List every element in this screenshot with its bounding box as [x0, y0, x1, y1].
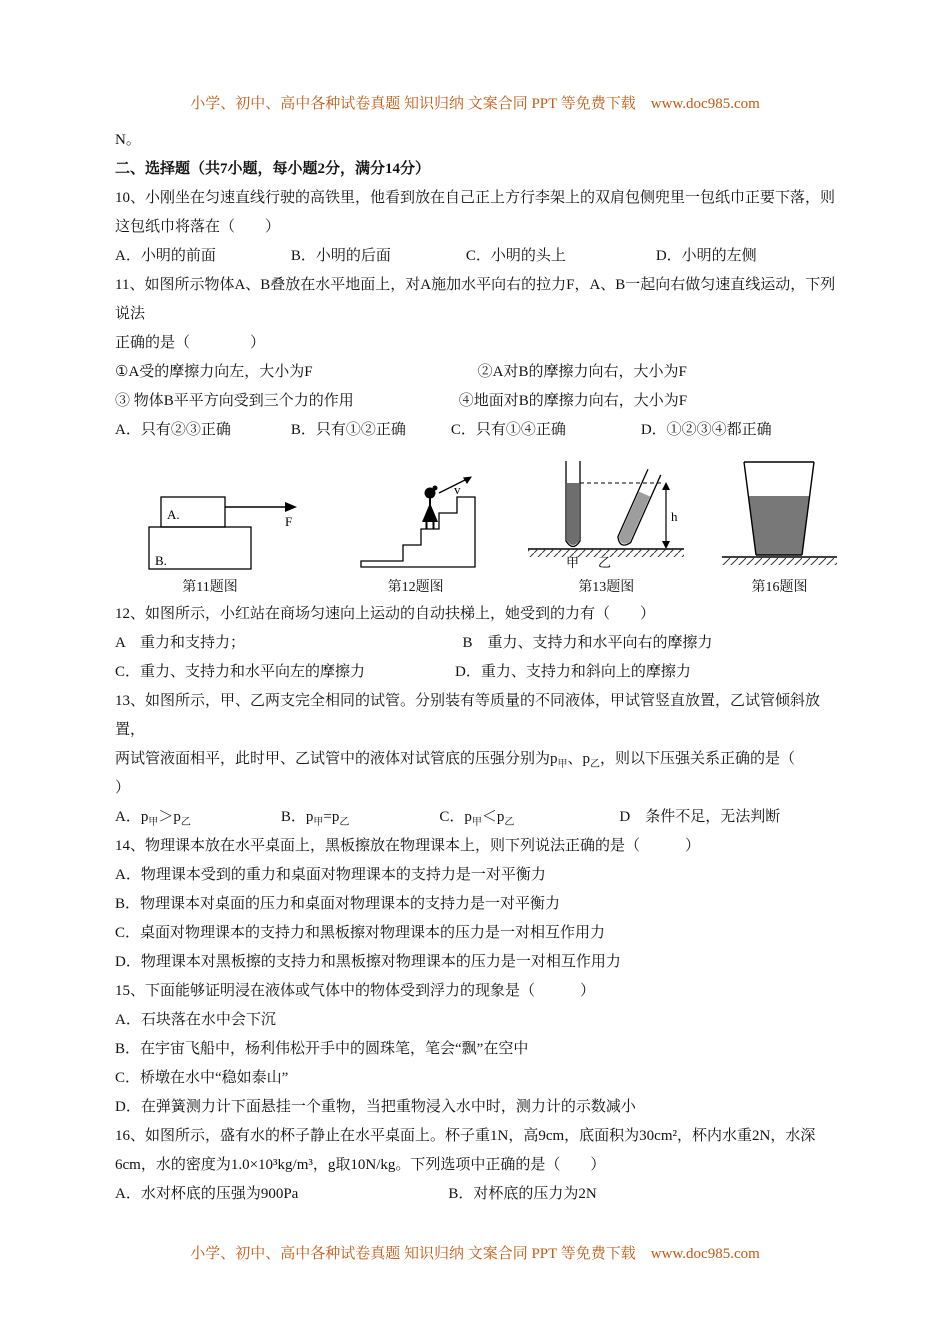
tube-yi-label: 乙: [598, 555, 612, 570]
q13-l2-text: ，则以下压强关系正确的是（: [600, 751, 796, 767]
q13-opt-text: ＞p: [158, 809, 181, 825]
figure-q13-caption: 第13题图: [578, 580, 635, 595]
water: [748, 496, 809, 555]
water-cup-figure: [722, 454, 837, 574]
figure-q12: [341, 449, 491, 600]
block-a-label: A.: [167, 507, 180, 522]
stray-line: N。: [115, 132, 141, 148]
block-a: [161, 497, 225, 527]
q14-option-b: B．物理课本对桌面的压力和桌面对物理课本的支持力是一对平衡力: [115, 896, 561, 912]
q13-opt-text: C．p: [349, 809, 472, 825]
page-header-watermark: 小学、初中、高中各种试卷真题 知识归纳 文案合同 PPT 等免费下载 www.doc985.com: [190, 96, 760, 112]
person: [422, 486, 438, 530]
q11-line-2: 正确的是（ ）: [115, 335, 266, 351]
figure-row: [115, 449, 837, 600]
q15-option-b: B．在宇宙飞船中，杨利伟松开手中的圆珠笔，笔会“飘”在空中: [115, 1041, 529, 1057]
q13-sub-yi: 乙: [339, 817, 350, 828]
q11-line-1: 11、如图所示物体A、B叠放在水平地面上，对A施加水平向右的拉力F，A、B一起向右做匀速直线运动，下列说法: [115, 277, 836, 322]
page-footer-watermark: 小学、初中、高中各种试卷真题 知识归纳 文案合同 PPT 等免费下载 www.doc985.com: [190, 1246, 760, 1262]
exam-content: [115, 126, 843, 1209]
q12-line-1: 12、如图所示，小红站在商场匀速向上运动的自动扶梯上，她受到的力有（ ）: [115, 606, 656, 622]
height-label: h: [671, 509, 678, 524]
tube-jia-label: 甲: [566, 555, 580, 570]
q10-line-2: 这包纸巾将落在（ ）: [115, 219, 281, 235]
force-label: F: [285, 514, 293, 529]
q14-option-c: C．桌面对物理课本的支持力和黑板擦对物理课本的压力是一对相互作用力: [115, 925, 606, 941]
q13-sub-jia: 甲: [557, 759, 568, 770]
velocity-arrow: [439, 477, 472, 498]
q10-options: A．小明的前面 B．小明的后面 C．小明的头上 D．小明的左侧: [115, 248, 757, 264]
stairs: [361, 497, 475, 567]
ground: [722, 557, 837, 565]
q13-options: [115, 803, 843, 832]
q13-sub-yi: 乙: [504, 817, 515, 828]
figure-q12-caption: 第12题图: [387, 580, 444, 595]
q16-line-1: 16、如图所示，盛有水的杯子静止在水平桌面上。杯子重1N，高9cm，底面积为30cm²，杯内水重2N，水深: [115, 1128, 816, 1144]
figure-q11: [115, 479, 305, 600]
figure-q11-caption: 第11题图: [182, 580, 238, 595]
test-tubes-figure: [526, 449, 686, 574]
q12-options-ab: A 重力和支持力； B 重力、支持力和水平向右的摩擦力: [115, 635, 713, 651]
q15-option-c: C．桥墩在水中“稳如泰山”: [115, 1070, 289, 1086]
q13-line-3: ）: [115, 780, 131, 796]
q13-opt-text: B．p: [190, 809, 314, 825]
height-arrow: [662, 482, 678, 549]
q11-options: A．只有②③正确 B．只有①②正确 C．只有①④正确 D．①②③④都正确: [115, 422, 772, 438]
q13-line-1: 13、如图所示，甲、乙两支完全相同的试管。分别装有等质量的不同液体，甲试管竖直放置，乙试管倾斜放置，: [115, 693, 821, 738]
q11-choices-34: ③ 物体B平平方向受到三个力的作用 ④地面对B的摩擦力向右，大小为F: [115, 393, 688, 409]
q15-option-a: A．石块落在水中会下沉: [115, 1012, 276, 1028]
velocity-label: v: [453, 482, 461, 497]
escalator-figure: [341, 449, 491, 574]
q13-sub-yi: 乙: [590, 759, 601, 770]
force-arrow: [225, 502, 297, 529]
q13-opt-text: ＜p: [481, 809, 505, 825]
q12-options-cd: C．重力、支持力和水平向左的摩擦力 D．重力、支持力和斜向上的摩擦力: [115, 664, 691, 680]
blocks-figure: [115, 479, 305, 574]
block-b: [149, 527, 251, 569]
q13-l2-text: 两试管液面相平，此时甲、乙试管中的液体对试管底的压强分别为p: [115, 751, 558, 767]
q14-option-a: A．物理课本受到的重力和桌面对物理课本的支持力是一对平衡力: [115, 867, 546, 883]
q10-line-1: 10、小刚坐在匀速直线行驶的高铁里，他看到放在自己正上方行李架上的双肩包侧兜里一包纸巾正要下落，则: [115, 190, 836, 206]
q15-option-d: D．在弹簧测力计下面悬挂一个重物，当把重物浸入水中时，测力计的示数减小: [115, 1099, 636, 1115]
tube-vertical: [566, 461, 580, 547]
q13-opt-text: A．p: [115, 809, 149, 825]
q14-option-d: D．物理课本对黑板擦的支持力和黑板擦对物理课本的压力是一对相互作用力: [115, 954, 621, 970]
q13-opt-text: =p: [323, 809, 340, 825]
section-title: 二、选择题（共7小题，每小题2分，满分14分）: [115, 161, 431, 177]
block-b-label: B.: [155, 553, 167, 568]
q13-line-2: [115, 745, 843, 774]
q15-line-1: 15、下面能够证明浸在液体或气体中的物体受到浮力的现象是（ ）: [115, 983, 596, 999]
q13-sub-jia: 甲: [148, 817, 159, 828]
q14-line-1: 14、物理课本放在水平桌面上，黑板擦放在物理课本上，则下列说法正确的是（ ）: [115, 838, 701, 854]
q13-sub-jia: 甲: [471, 817, 482, 828]
q13-opt-text: D 条件不足，无法判断: [514, 809, 781, 825]
figure-q16: [722, 454, 837, 600]
q16-line-2: 6cm，水的密度为1.0×10³kg/m³，g取10N/kg。下列选项中正确的是（ ）: [115, 1157, 606, 1173]
q13-sub-yi: 乙: [180, 817, 191, 828]
tube-tilted: [616, 469, 661, 547]
q16-options: A．水对杯底的压强为900Pa B．对杯底的压力为2N: [115, 1186, 597, 1202]
q11-choices-12: ①A受的摩擦力向左，大小为F ②A对B的摩擦力向右，大小为F: [115, 364, 687, 380]
figure-q13: [526, 449, 686, 600]
figure-q16-caption: 第16题图: [751, 580, 808, 595]
q13-sub-jia: 甲: [313, 817, 324, 828]
q13-l2-text: 、p: [567, 751, 591, 767]
